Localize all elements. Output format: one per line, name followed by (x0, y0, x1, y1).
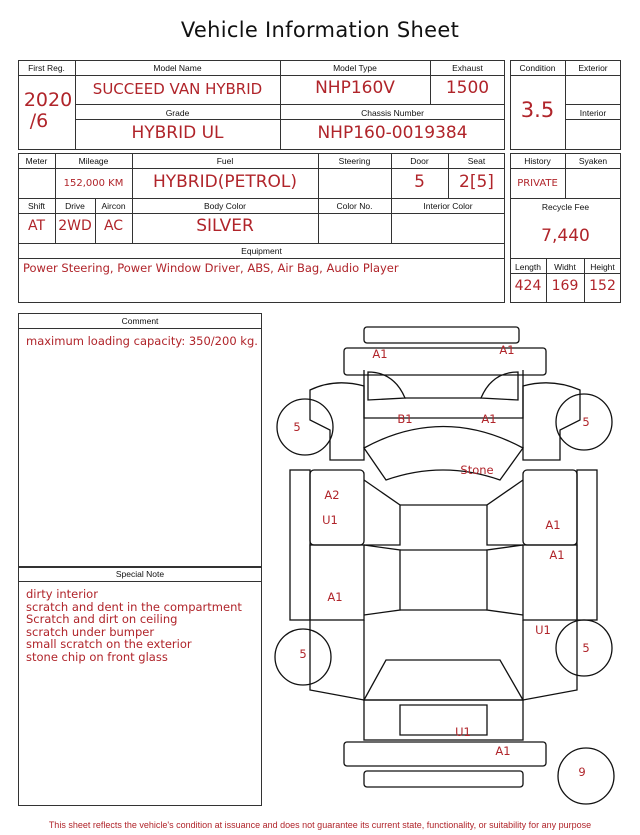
aircon-value: AC (103, 218, 124, 234)
mark-right-mid: A1 (549, 548, 565, 562)
special-note-line: scratch under bumper (26, 624, 155, 639)
body-color-label: Body Color (203, 201, 247, 211)
recycle-fee-value: 7,440 (541, 226, 590, 246)
chassis-value: NHP160-0019384 (317, 123, 468, 143)
mark-left-fender-b: U1 (322, 513, 338, 527)
shift-label: Shift (27, 201, 45, 211)
tire-rear-right-score: 5 (582, 641, 590, 655)
exhaust-label: Exhaust (452, 63, 483, 73)
fuel-label: Fuel (216, 156, 234, 166)
aircon-label: Aircon (101, 201, 126, 211)
door-value: 5 (414, 172, 425, 192)
model-type: NHP160V (315, 78, 395, 98)
page-title: Vehicle Information Sheet (180, 18, 460, 42)
steering-label: Steering (338, 156, 371, 166)
height-label: Height (590, 262, 615, 272)
exterior-label: Exterior (578, 63, 608, 73)
mark-front-bumper-right: A1 (499, 343, 515, 357)
mark-right-front-door: A1 (545, 518, 561, 532)
width-value: 169 (551, 278, 579, 294)
grade-value: HYBRID UL (131, 123, 224, 143)
model-type-label: Model Type (333, 63, 377, 73)
syaken-label: Syaken (578, 156, 608, 166)
special-note-line: stone chip on front glass (26, 649, 168, 664)
comment-text: maximum loading capacity: 350/200 kg. (26, 334, 258, 348)
mark-right-rear: U1 (535, 623, 551, 637)
comment-label: Comment (121, 316, 159, 326)
mark-windshield: Stone (460, 463, 494, 477)
interior-color-label: Interior Color (423, 201, 473, 211)
model-name: SUCCEED VAN HYBRID (92, 80, 263, 98)
chassis-label: Chassis Number (361, 108, 424, 118)
length-label: Length (515, 262, 541, 272)
mark-left-door: A1 (327, 590, 343, 604)
mileage-value: 152,000 KM (63, 178, 124, 189)
mileage-label: Mileage (78, 156, 109, 166)
mark-left-fender-a: A2 (324, 488, 340, 502)
body-color-value: SILVER (196, 216, 254, 236)
recycle-fee-label: Recycle Fee (541, 202, 590, 212)
special-note-line: scratch and dent in the compartment (26, 599, 242, 614)
vehicle-damage-diagram (264, 318, 634, 818)
tire-rear-left-score: 5 (299, 647, 307, 661)
color-no-label: Color No. (336, 201, 373, 211)
spare-tire-score: 9 (578, 765, 586, 779)
mark-front-bumper-left: A1 (372, 347, 388, 361)
first-reg-year: 2020 (23, 89, 73, 111)
mark-rear-gate: U1 (455, 725, 471, 739)
door-label: Door (410, 156, 429, 166)
seat-label: Seat (467, 156, 486, 166)
special-note-label: Special Note (115, 569, 165, 579)
spare-tire-icon (558, 748, 614, 804)
tire-front-right-score: 5 (582, 415, 590, 429)
height-value: 152 (589, 278, 616, 294)
shift-value: AT (27, 218, 46, 234)
condition-score: 3.5 (520, 98, 555, 122)
length-value: 424 (514, 278, 542, 294)
comment-box (18, 313, 262, 567)
equipment-value: Power Steering, Power Window Driver, ABS, Air Bag, Audio Player (23, 261, 399, 275)
equipment-label: Equipment (241, 246, 282, 256)
condition-label: Condition (519, 63, 556, 73)
disclaimer-footer: This sheet reflects the vehicle's condition at issuance and does not guarantee its current state, functionality, or suitability for any purpose (48, 820, 592, 830)
drive-label: Drive (65, 201, 85, 211)
tire-front-left-score: 5 (293, 420, 301, 434)
mark-rear-bumper: A1 (495, 744, 511, 758)
seat-value: 2[5] (459, 172, 494, 192)
meter-label: Meter (25, 156, 48, 166)
special-note-line: small scratch on the exterior (26, 637, 192, 651)
special-note-line: Scratch and dirt on ceiling (26, 612, 178, 626)
fuel-value: HYBRID(PETROL) (152, 172, 298, 192)
mark-hood-right: A1 (481, 412, 497, 426)
grade-label: Grade (165, 108, 190, 118)
first-reg-month: /6 (29, 110, 49, 132)
interior-label: Interior (579, 108, 607, 118)
drive-value: 2WD (58, 218, 92, 234)
first-reg-label: First Reg. (28, 63, 65, 73)
special-note-list (26, 588, 242, 663)
history-value: PRIVATE (517, 178, 558, 189)
special-note-line: dirty interior (26, 587, 98, 601)
history-label: History (524, 156, 551, 166)
model-name-label: Model Name (153, 63, 202, 73)
mark-hood-left: B1 (397, 412, 413, 426)
width-label: Widht (554, 262, 576, 272)
exhaust-value: 1500 (445, 78, 490, 98)
